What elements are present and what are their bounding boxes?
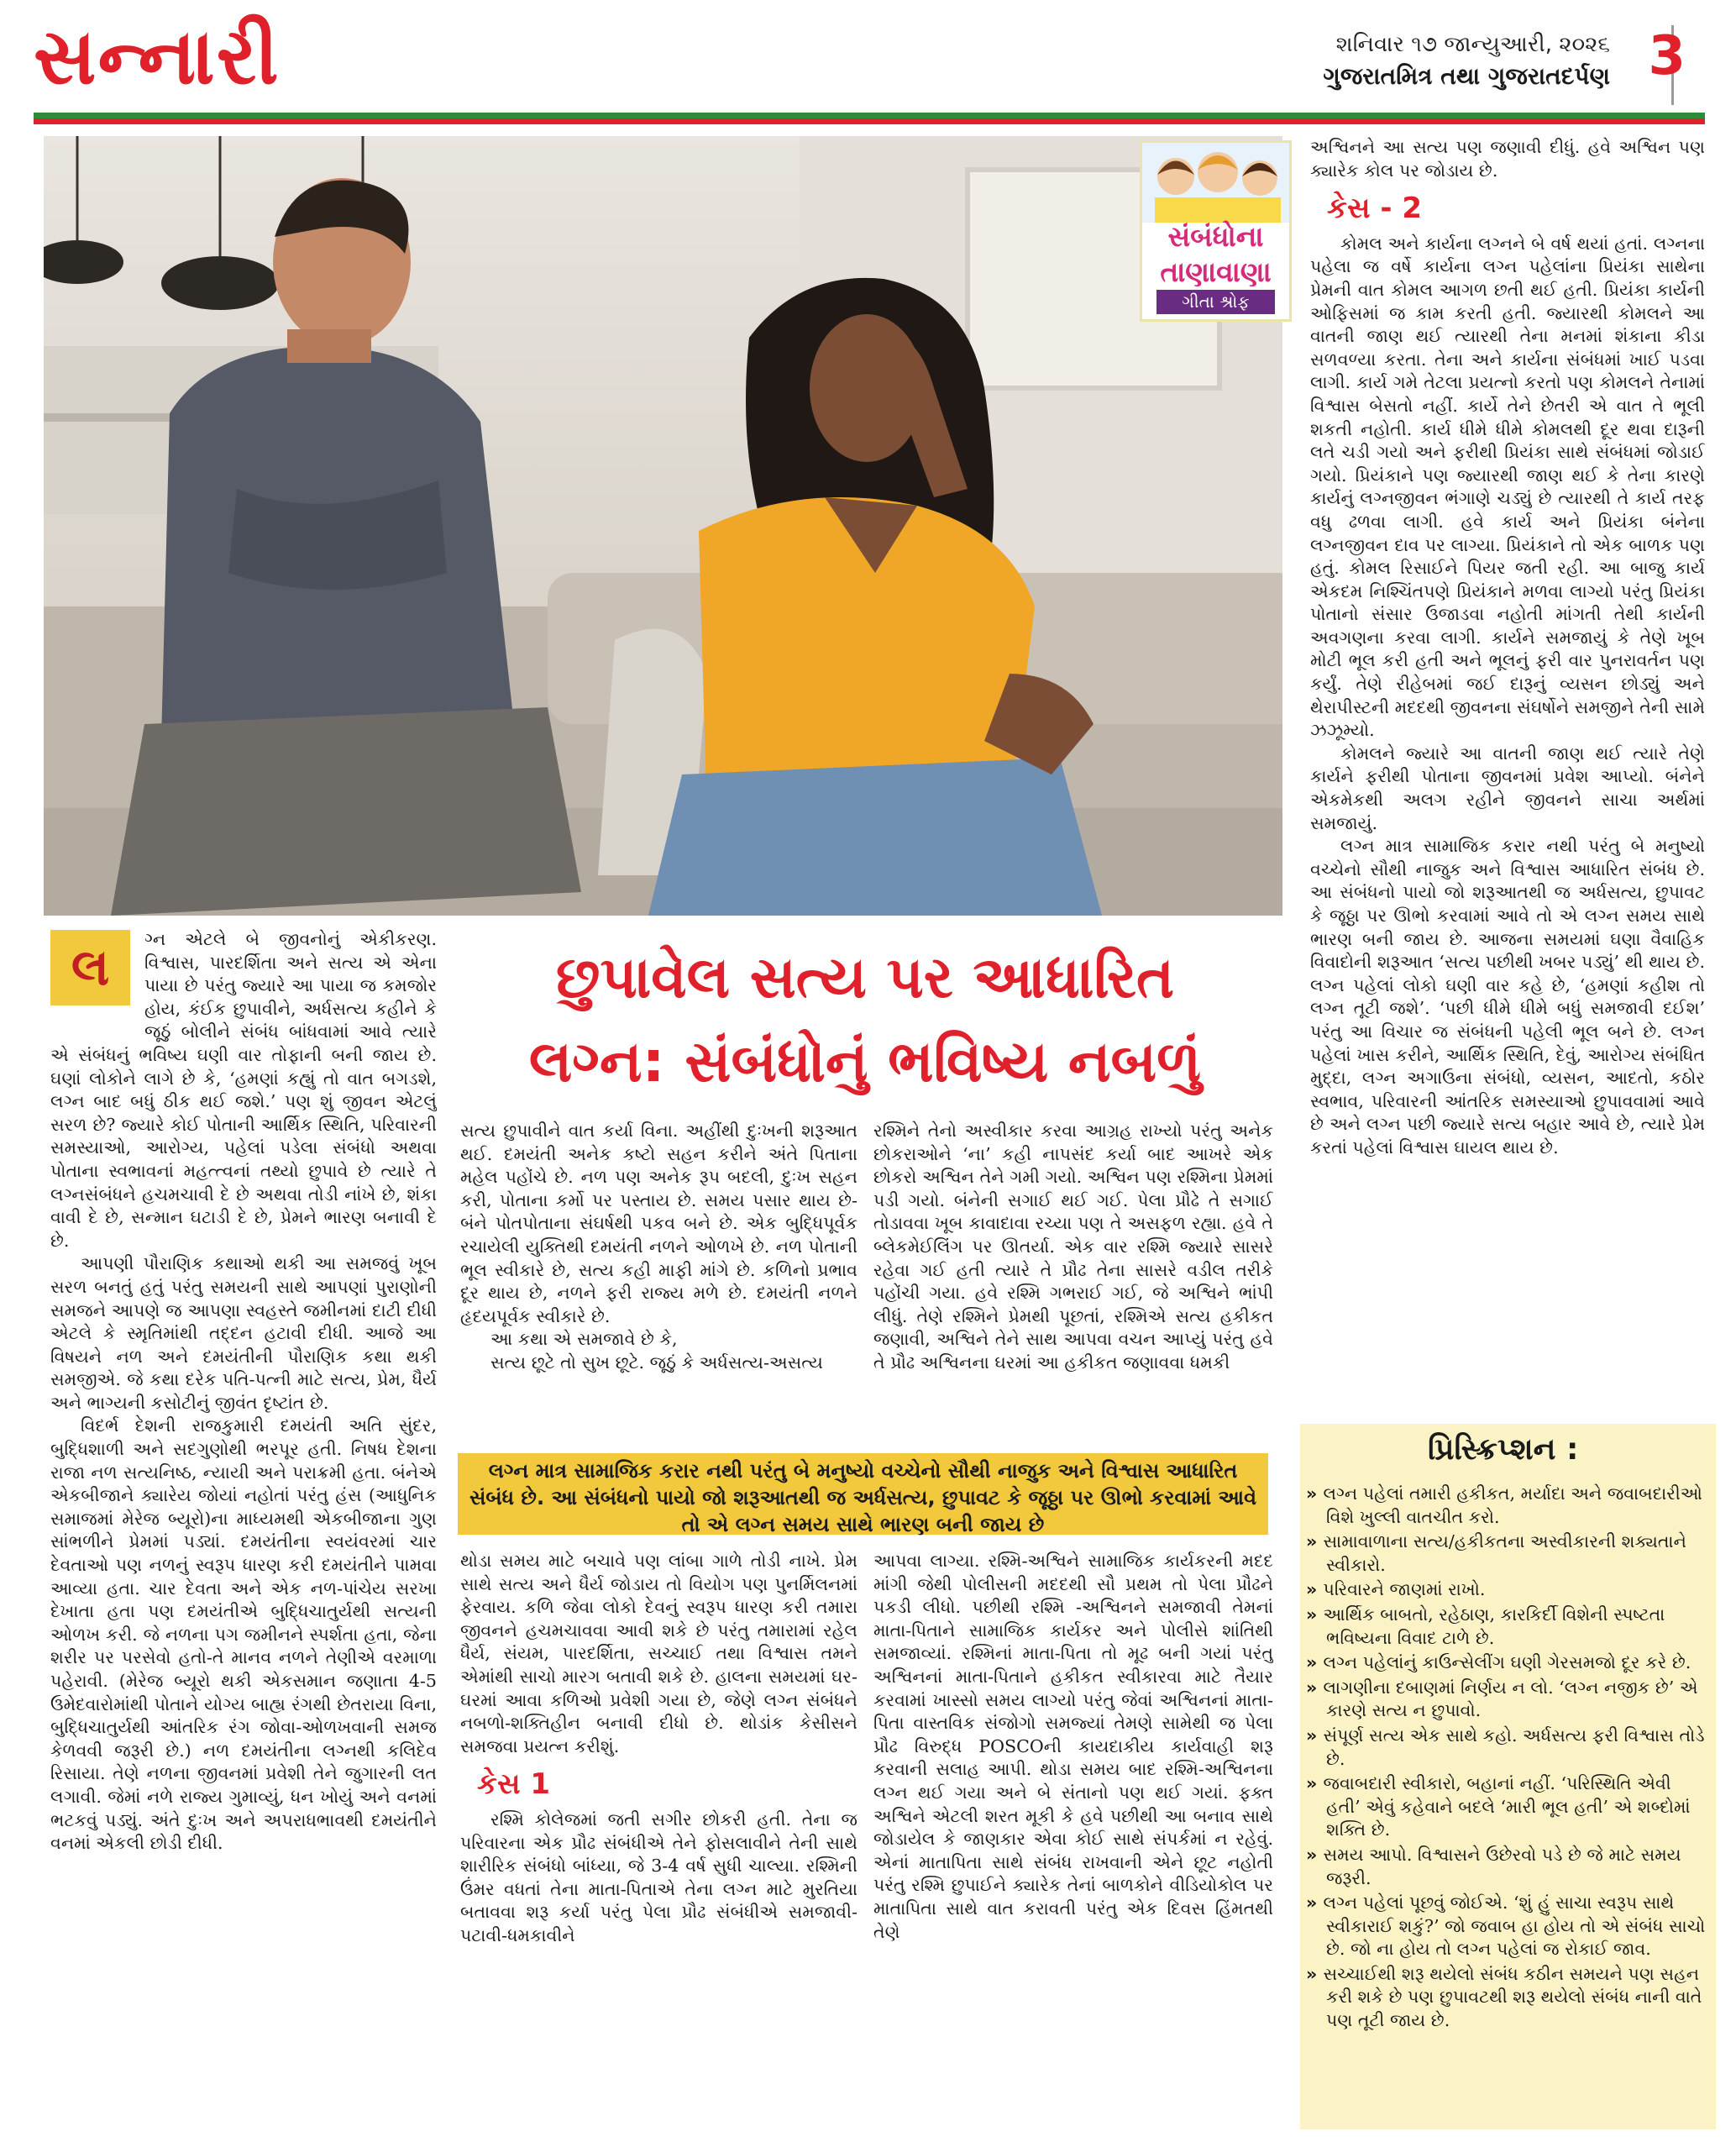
- drop-cap: લ: [50, 930, 130, 1005]
- headline-line2: લગ્ન: સંબંધોનું ભવિષ્ય નબળું: [528, 1029, 1202, 1095]
- prescription-item: » લાગણીના દબાણમાં નિર્ણય ન લો. ‘લગ્ન નજીક છે’ એ કારણે સત્ય ન છુપાવો.: [1306, 1677, 1707, 1723]
- page-number: 3: [1648, 25, 1686, 87]
- newspaper-names: ગુજરાતમિત્ર તથા ગુજરાતદર્પણ: [1323, 62, 1610, 90]
- column-badge: [1140, 140, 1292, 322]
- prescription-item: » લગ્ન પહેલાં તમારી હકીકત, મર્યાદા અને જવાબદારીઓ વિશે ખુલ્લી વાતચીત કરો.: [1306, 1483, 1707, 1529]
- header-rule-red: [34, 118, 1705, 124]
- paragraph: લગ્ન માત્ર સામાજિક કરાર નથી પરંતુ બે મનુષ્યો વચ્ચેનો સૌથી નાજુક અને વિશ્વાસ આધારિત સંબંધ છે. આ સંબંધનો પાયો જો શરૂઆતથી જ અર્ધસત્ય, છુપાવટ કે જૂઠ્ઠા પર ઊભો કરવામાં આવે તો એ લગ્ન સમય સાથે ભારણ બની જાય છે. આજના સમયમાં ઘણા વૈવાહિક વિવાદોની શરૂઆત ‘સત્ય પછીથી ખબર પડ્યું’ થી થાય છે. લગ્ન પહેલાં લોકો ઘણી વાર કહે છે, ‘હમણાં કહીશ તો લગ્ન તૂટી જશે’. ‘પછી ધીમે ધીમે બધું સમજાવી દઈશ’ પરંતુ આ વિચાર જ સંબંધની પહેલી ભૂલ બને છે. લગ્ન પહેલાં ખાસ કરીને, આર્થિક સ્થિતિ, દેવું, આરોગ્ય સંબંધિત મુદ્દા, લગ્ન અગાઉના સંબંધો, વ્યસન, આદતો, કઠોર સ્વભાવ, પરિવારની આંતરિક સમસ્યાઓ છુપાવવામાં આવે છે અને લગ્ન પછી જ્યારે સત્ય બહાર આવે છે, ત્યારે પ્રેમ કરતાં પહેલાં વિશ્વાસ ઘાયલ થાય છે.: [1310, 836, 1705, 1158]
- prescription-item: » જવાબદારી સ્વીકારો, બહાનાં નહીં. ‘પરિસ્થિતિ એવી હતી’ એવું કહેવાને બદલે ‘મારી ભૂલ હતી’ એ શબ્દોમાં શક્તિ છે.: [1306, 1772, 1707, 1842]
- headline-line1: છુપાવેલ સત્ય પર આધારિત: [555, 945, 1175, 1011]
- prescription-item: » પરિવારને જાણમાં રાખો.: [1306, 1578, 1707, 1602]
- prescription-item: » લગ્ન પહેલાંનું કાઉન્સેલીંગ ઘણી ગેરસમજો દૂર કરે છે.: [1306, 1651, 1707, 1675]
- prescription-list: [1306, 1483, 1707, 2034]
- paragraph: અશ્વિનને આ સત્ય પણ જણાવી દીધું. હવે અશ્વિન પણ ક્યારેક કોલ પર જોડાય છે.: [1310, 137, 1705, 181]
- article-column-3-top: [873, 1120, 1273, 1439]
- column-name-line1: સંબંધોના: [1167, 220, 1264, 253]
- paragraph: થોડા સમય માટે બચાવે પણ લાંબા ગાળે તોડી નાખે. પ્રેમ સાથે સત્ય અને ધૈર્ય જોડાય તો વિયોગ પણ પુનર્મિલનમાં ફેરવાય. કળિ જેવા લોકો દેવનું સ્વરૂપ ધારણ કરી તમારા જીવનને હચમચાવવા આવી શકે છે પરંતુ તમારામાં રહેલ ધૈર્ય, સંયમ, પારદર્શિતા, સચ્ચાઈ તથા વિશ્વાસ તમને એમાંથી સાચો મારગ બતાવી શકે છે. હાલના સમયમાં ઘર-ઘરમાં આવા કળિઓ પ્રવેશી ગયા છે, જેણે લગ્ન સંબંધને નબળો-શક્તિહીન બનાવી દીધો છે. થોડાંક કેસીસને સમજવા પ્રયત્ન કરીશું.: [460, 1551, 858, 1756]
- article-column-2-bottom: [460, 1550, 858, 2134]
- prescription-item: » સામાવાળાના સત્ય/હકીકતના અસ્વીકારની શક્યતાને સ્વીકારો.: [1306, 1530, 1707, 1577]
- paragraph: સત્ય છૂટે તો સુખ છૂટે. જૂઠું કે અર્ધસત્ય-અસત્ય: [490, 1352, 823, 1373]
- prescription-item: » આર્થિક બાબતો, રહેઠાણ, કારકિર્દી વિશેની સ્પષ્ટતા ભવિષ્યના વિવાદ ટાળે છે.: [1306, 1604, 1707, 1650]
- column-name-line2: તાણાવાણા: [1160, 255, 1272, 288]
- article-column-2-top: [460, 1120, 858, 1439]
- couple-argument-photo: [44, 136, 1282, 916]
- paragraph: ગ્ન એટલે બે જીવનોનું એકીકરણ. વિશ્વાસ, પારદર્શિતા અને સત્ય એ એના પાયા છે પરંતુ જ્યારે આ પાયા જ કમજોર હોય, કંઈક છુપાવીને, અર્ધસત્ય કહીને કે જૂઠું બોલીને સંબંધ બાંધવામાં આવે ત્યારે એ સંબંધનું ભવિષ્ય ઘણી વાર તોફાની બની જાય છે. ઘણાં લોકોને લાગે છે કે, ‘હમણાં કહ્યું તો વાત બગડશે, લગ્ન બાદ બધું ઠીક થઈ જશે.’ પણ શું જીવન એટલું સરળ છે? જ્યારે કોઈ પોતાની આર્થિક સ્થિતિ, પરિવારની સમસ્યાઓ, આરોગ્ય, પહેલાં પડેલા સંબંધો અથવા પોતાના સ્વભાવનાં મહત્ત્વનાં તથ્યો છુપાવે છે ત્યારે તે લગ્નસંબંધને હચમચાવી દે છે અથવા તોડી નાંખે છે, શંકા વાવી દે છે, સન્માન ઘટાડી દે છે, પ્રેમને ભારણ બનાવી દે છે.: [50, 929, 437, 1251]
- prescription-item: » લગ્ન પહેલાં પૂછવું જોઈએ. ‘શું હું સાચા સ્વરૂપ સાથે સ્વીકારાઈ શકું?’ જો જવાબ હા હોય તો એ સંબંધ સાચો છે. જો ના હોય તો લગ્ન પહેલાં જ રોકાઈ જાવ.: [1306, 1892, 1707, 1961]
- article-column-4: [1310, 136, 1705, 1417]
- paragraph: આ કથા એ સમજાવે છે કે,: [490, 1329, 678, 1350]
- prescription-item: » સમય આપો. વિશ્વાસને ઉછેરવો પડે છે જે માટે સમય જરૂરી.: [1306, 1844, 1707, 1890]
- paragraph: વિદર્ભ દેશની રાજકુમારી દમયંતી અતિ સુંદર, બુદ્ધિશાળી અને સદગુણોથી ભરપૂર હતી. નિષધ દેશના રાજા નળ સત્યનિષ્ઠ, ન્યાયી અને પરાક્રમી હતા. બંનેએ એકબીજાને ક્યારેય જોયાં નહોતાં પરંતુ હંસ (આધુનિક સમાજમાં મેરેજ બ્યૂરો)ના માધ્યમથી એકબીજાના ગુણ સાંભળીને પ્રેમમાં પડ્યાં. દમયંતીના સ્વયંવરમાં ચાર દેવતાઓ પણ નળનું સ્વરૂપ ધારણ કરી દમયંતીને પામવા આવ્યા હતા. ચાર દેવતા અને એક નળ-પાંચેય સરખા દેખાતા હતા પણ દમયંતીએ બુદ્ધિચાતુર્યથી સત્યની ઓળખ કરી. જે નળના પગ જમીનને સ્પર્શતા હતા, જેના શરીર પર પરસેવો હતો-તે માનવ નળને તેણીએ વરમાળા પહેરાવી. (મેરેજ બ્યૂરો થકી એકસમાન જણાતા 4-5 ઉમેદવારોમાંથી પોતાને યોગ્ય બાહ્ય રંગથી છેતરાયા વિના, બુદ્ધિચાતુર્યથી આંતરિક રંગ જોવા-ઓળખવાની સમજ કેળવવી જરૂરી છે.) નળ દમયંતીના લગ્નથી કલિદેવ રિસાયા. તેણે નળના જીવનમાં પ્રવેશી તેને જુગારની લત લગાવી. જેમાં નળે રાજ્ય ગુમાવ્યું, ધન ખોયું અને વનમાં ભટકવું પડ્યું. અંતે દુઃખ અને અપરાધભાવથી દમયંતીને વનમાં એકલી છોડી દીધી.: [50, 1415, 437, 1854]
- paragraph: સત્ય છુપાવીને વાત કર્યા વિના. અહીંથી દુઃખની શરૂઆત થઈ. દમયંતી અનેક કષ્ટો સહન કરીને અંતે પિતાના મહેલ પહોંચે છે. નળ પણ અનેક રૂપ બદલી, દુઃખ સહન કરી, પોતાના કર્મો પર પસ્તાય છે. સમય પસાર થાય છે-બંને પોતપોતાના સંઘર્ષથી પકવ બને છે. એક બુદ્ધિપૂર્વક રચાયેલી યુક્તિથી દમયંતી નળને ઓળખે છે. નળ પોતાની ભૂલ સ્વીકારે છે, સત્ય કહી માફી માંગે છે. કળિનો પ્રભાવ દૂર થાય છે, નળને ફરી રાજ્ય મળે છે. દમયંતી નળને હૃદયપૂર્વક સ્વીકારે છે.: [460, 1121, 858, 1326]
- prescription-title: પ્રિસ્ક્રિપ્શન :: [1428, 1432, 1579, 1467]
- article-column-3-bottom: [873, 1550, 1273, 2134]
- prescription-item: » સચ્ચાઈથી શરૂ થયેલો સંબંધ કઠીન સમયને પણ સહન કરી શકે છે પણ છુપાવટથી શરૂ થયેલો સંબંધ નાની વાતે પણ તૂટી જાય છે.: [1306, 1963, 1707, 2033]
- paragraph: કોમલને જ્યારે આ વાતની જાણ થઈ ત્યારે તેણે કાર્યને ફરીથી પોતાના જીવનમાં પ્રવેશ આપ્યો. બંનેને એકમેકથી અલગ રહીને જીવનને સાચા અર્થમાં સમજાયું.: [1310, 743, 1705, 833]
- article-photo: [44, 136, 1282, 916]
- paragraph: આપવા લાગ્યા. રશ્મિ-અશ્વિને સામાજિક કાર્યકરની મદદ માંગી જેથી પોલીસની મદદથી સૌ પ્રથમ તો પેલા પ્રૌઢને પકડી લીધો. પછીથી રશ્મિ -અશ્વિનને સમજાવી તેમનાં માતા-પિતાને સામાજિક કાર્યકર અને પોલીસે શાંતિથી સમજાવ્યાં. રશ્મિનાં માતા-પિતા તો મૂઢ બની ગયાં પરંતુ અશ્વિનનાં માતા-પિતાને હકીકત સ્વીકારવા માટે તૈયાર કરવામાં ખાસ્સો સમય લાગ્યો પરંતુ જેવાં અશ્વિનનાં માતા-પિતા વાસ્તવિક સંજોગો સમજ્યાં તેમણે સામેથી જ પેલા પ્રૌઢ વિરુદ્ધ POSCOની કાયદાકીય કાર્યવાહી શરૂ કરવાની સલાહ આપી. થોડા સમય બાદ રશ્મિ-અશ્વિનના લગ્ન થઈ ગયા અને બે સંતાનો પણ થઈ ગયાં. ફક્ત અશ્વિને એટલી શરત મૂકી કે હવે પછીથી આ બનાવ સાથે જોડાયેલ કે જાણકાર એવા કોઈ સાથે સંપર્કમાં ન રહેવું. એનાં માતાપિતા સાથે સંબંધ રાખવાની એને છૂટ નહોતી પરંતુ રશ્મિ છુપાઈને ક્યારેક તેનાં બાળકોને વીડિયોકોલ પર માતાપિતા સાથે વાત કરાવતી પરંતુ એક દિવસ હિંમતથી તેણે: [873, 1551, 1273, 1942]
- pull-quote: લગ્ન માત્ર સામાજિક કરાર નથી પરંતુ બે મનુષ્યો વચ્ચેનો સૌથી નાજુક અને વિશ્વાસ આધારિત સંબંધ છે. આ સંબંધનો પાયો જો શરૂઆતથી જ અર્ધસત્ય, છુપાવટ કે જૂઠ્ઠા પર ઊભો કરવામાં આવે તો એ લગ્ન સમય સાથે ભારણ બની જાય છે: [458, 1453, 1268, 1535]
- section-brand-title: સન્નારી: [34, 12, 281, 102]
- paragraph: રશ્મિને તેનો અસ્વીકાર કરવા આગ્રહ રાખ્યો પરંતુ અનેક છોકરાઓને ‘ના’ કહી નાપસંદ કર્યા બાદ આખરે એક છોકરો અશ્વિન તેને ગમી ગયો. અશ્વિન પણ રશ્મિના પ્રેમમાં પડી ગયો. બંનેની સગાઈ થઈ ગઈ. પેલા પ્રૌઢે તે સગાઈ તોડાવવા ખૂબ કાવાદાવા રચ્યા પણ તે અસફળ રહ્યા. હવે તે બ્લેકમેઈલિંગ પર ઊતર્યા. એક વાર રશ્મિ જ્યારે સાસરે રહેવા ગઈ હતી ત્યારે તે પ્રૌઢ તેના સાસરે વડીલ તરીકે પહોંચી ગયા. હવે રશ્મિ ગભરાઈ ગઈ, જે અશ્વિને ભાંપી લીધું. તેણે રશ્મિને પ્રેમથી પૂછતાં, રશ્મિએ સત્ય હકીકત જણાવી, અશ્વિને તેને સાથ આપવા વચન આપ્યું પરંતુ હવે તે પ્રૌઢ અશ્વિનના ઘરમાં આ હકીકત જણાવવા ધમકી: [873, 1121, 1273, 1373]
- paragraph: કોમલ અને કાર્યના લગ્નને બે વર્ષ થયાં હતાં. લગ્નના પહેલા જ વર્ષે કાર્યના લગ્ન પહેલાંના પ્રિયંકા સાથેના પ્રેમની વાત કોમલ આગળ છતી થઈ હતી. પ્રિયંકા કાર્યની ઓફિસમાં જ કામ કરતી હતી. જ્યારથી કોમલને આ વાતની જાણ થઈ ત્યારથી તેના મનમાં શંકાના કીડા સળવળ્યા કરતા. તેના અને કાર્યના સંબંધમાં ખાઈ પડવા લાગી. કાર્ય ગમે તેટલા પ્રયત્નો કરતો પણ કોમલને તેનામાં વિશ્વાસ બેસતો નહીં. કાર્યે તેને છેતરી એ વાત તે ભૂલી શકતી નહોતી. કાર્ય ધીમે ધીમે કોમલથી દૂર થવા દારૂની લતે ચડી ગયો અને ફરીથી પ્રિયંકા સાથે સંબંધમાં જોડાઈ ગયો. પ્રિયંકાને પણ જ્યારથી જાણ થઈ કે તેના કારણે કાર્યનું લગ્નજીવન ભંગાણે ચડ્યું છે ત્યારથી તે કાર્ય તરફ વધુ ઢળવા લાગી. હવે કાર્ય અને પ્રિયંકા બંનેના લગ્નજીવન દાવ પર લાગ્યા. પ્રિયંકાને તો એક બાળક પણ હતું. કોમલ રિસાઈને પિયર જતી રહી. આ બાજુ કાર્ય એકદમ નિશ્ચિંતપણે પ્રિયંકાને મળવા લાગ્યો પરંતુ પ્રિયંકા પોતાનો સંસાર ઉજાડવા નહોતી માંગતી તેથી કાર્યની અવગણના કરવા લાગી. કાર્યને સમજાયું કે તેણે ખૂબ મોટી ભૂલ કરી હતી અને ભૂલનું ફરી વાર પુનરાવર્તન પણ કર્યું. તેણે રીહેબમાં જઈ દારૂનું વ્યસન છોડ્યું અને થેરાપીસ્ટની મદદથી જીવનના સંઘર્ષોને સમજીને તેની સામે ઝઝૂમ્યો.: [1310, 233, 1705, 741]
- header-rule-green: [34, 113, 1705, 118]
- paragraph: રશ્મિ કોલેજમાં જતી સગીર છોકરી હતી. તેના જ પરિવારના એક પ્રૌઢ સંબંધીએ તેને ફોસલાવીને તેની સાથે શારીરિક સંબંધો બાંધ્યા, જે 3-4 વર્ષ સુધી ચાલ્યા. રશ્મિની ઉંમર વધતાં તેના માતા-પિતાએ તેના લગ્ન માટે મુરતિયા બતાવવા શરૂ કર્યા પરંતુ પેલા પ્રૌઢ સંબંધીએ સમજાવી-પટાવી-ધમકાવીને: [460, 1809, 858, 1945]
- family-illustration-icon: [1142, 143, 1289, 223]
- prescription-item: » સંપૂર્ણ સત્ય એક સાથે કહો. અર્ધસત્ય ફરી વિશ્વાસ તોડે છે.: [1306, 1725, 1707, 1771]
- case-2-heading: કેસ - 2: [1327, 192, 1422, 226]
- column-author: ગીતા શ્રોફ: [1156, 290, 1275, 314]
- case-1-heading: કેસ 1: [477, 1767, 551, 1802]
- article-column-1: [50, 928, 437, 2134]
- dateline: શનિવાર ૧૭ જાન્યુઆરી, ૨૦૨૬: [1335, 32, 1610, 57]
- paragraph: આપણી પૌરાણિક કથાઓ થકી આ સમજવું ખૂબ સરળ બનતું હતું પરંતુ સમયની સાથે આપણાં પુરાણોની સમજને આપણે જ આપણા સ્વહસ્તે જમીનમાં દાટી દીધી એટલે કે સ્મૃતિમાંથી તદ્દન હટાવી દીધી. આજે આ વિષયને નળ અને દમયંતીની પૌરાણિક કથા થકી સમજીએ. જે કથા દરેક પતિ-પત્ની માટે સત્ય, પ્રેમ, ધૈર્ય અને ભાગ્યની કસોટીનું જીવંત દૃષ્ટાંત છે.: [50, 1253, 437, 1413]
